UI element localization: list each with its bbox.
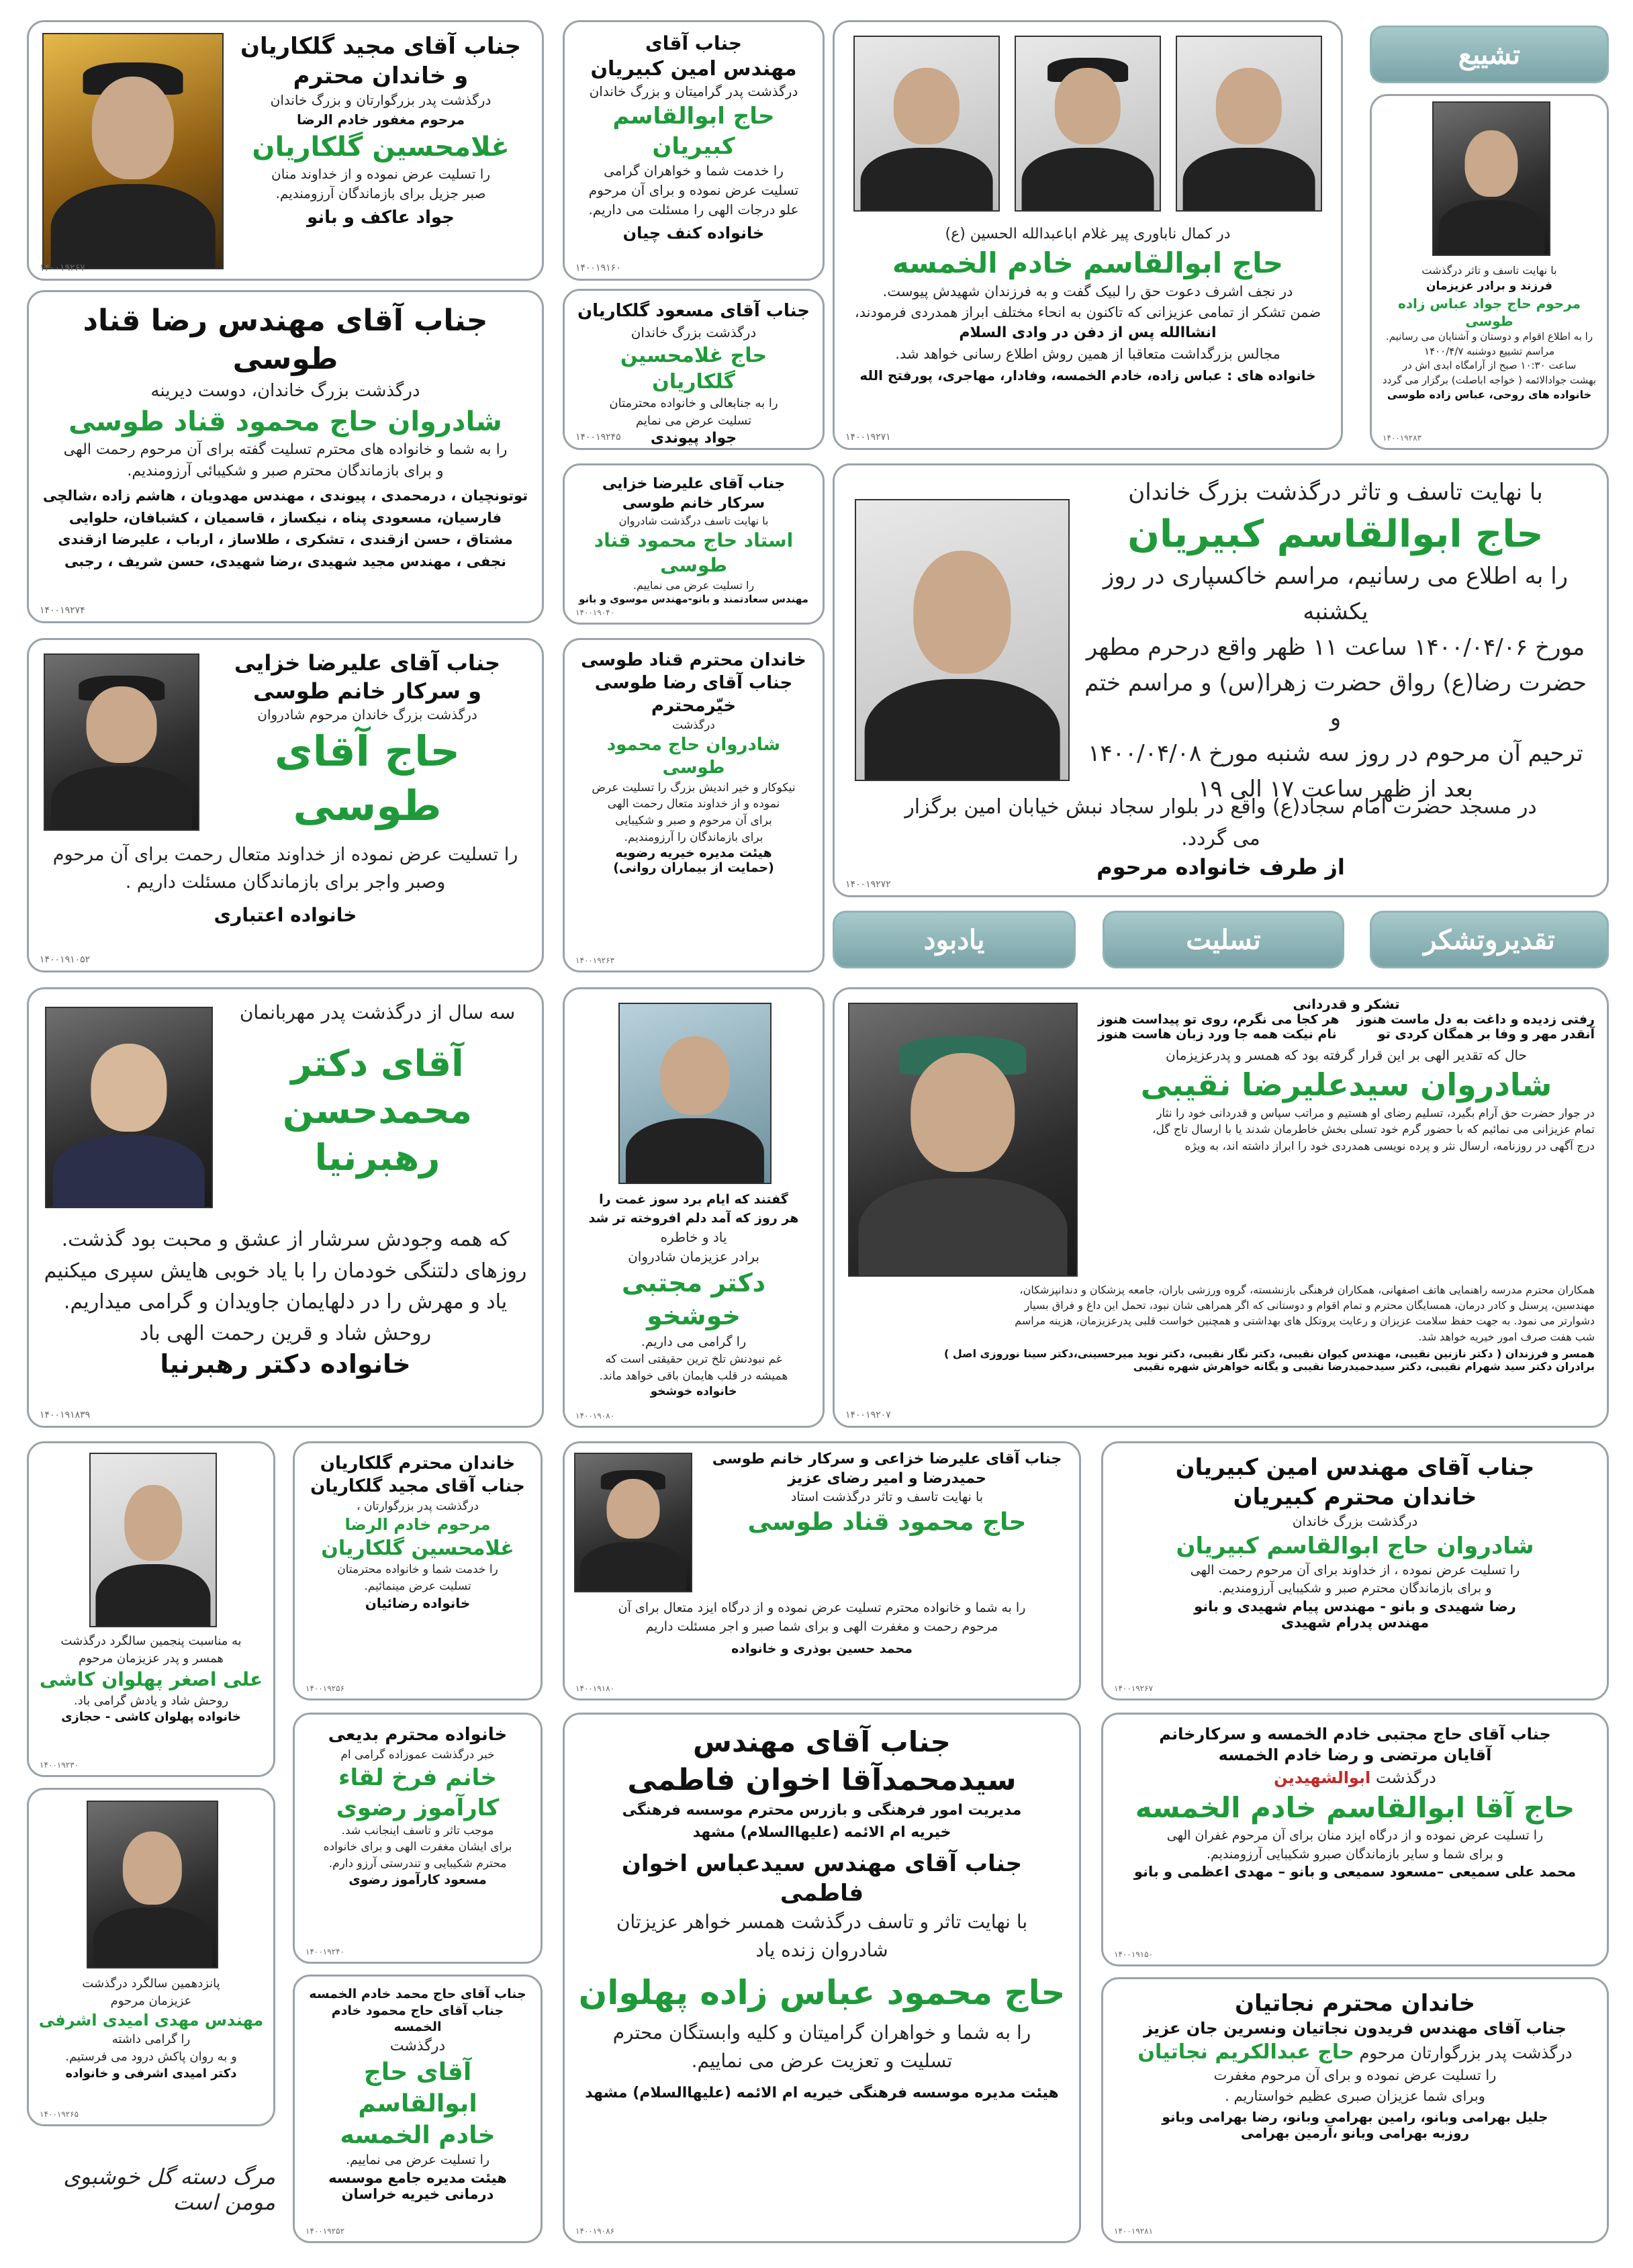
signatory-line: توتونچیان ، درمحمدی ، پیوندی ، مهندس مهدویان ، هاشم زاده ،شالچی	[42, 488, 528, 504]
poem	[1098, 1012, 1595, 1027]
addressee-line: جناب آقای علیرضا خزایی	[234, 650, 501, 676]
signature: جواد عاکف و بانو	[307, 208, 455, 228]
notice-code: ۱۴۰۰۱۹۱۵۰	[1114, 1950, 1154, 1959]
portrait-photo	[1432, 101, 1550, 256]
text-line: همیشه در قلب هایمان باقی خواهد ماند.	[599, 1369, 788, 1384]
addressee-line: جناب آقای مهندس امین کبیریان	[1175, 1454, 1535, 1481]
notice-code: ۱۴۰۰۱۹۲۰۷	[845, 1410, 891, 1420]
text-line: تسلیت عرض مینمائیم.	[364, 1580, 471, 1594]
text-line: را خدمت شما و خواهران گرامی	[604, 162, 784, 179]
notice-ghannad-razaviyeh	[563, 638, 825, 972]
footer-calligraphy	[27, 2142, 275, 2236]
text-line: درگذشت پدر بزرگوارتان و بزرگ خاندان	[270, 92, 492, 109]
text-line: فرزند و برادر عزیزمان	[1426, 279, 1552, 293]
signature: خانواده های : عباس زاده، خادم الخمسه، وفادار، مهاجری، پورفتح الله	[859, 367, 1316, 383]
text-line: غم نبودنش تلخ ترین حقیقتی است که	[605, 1353, 782, 1367]
heading: تشکر و قدردانی	[1293, 996, 1400, 1012]
addressee-line: خاندان محترم قناد طوسی	[581, 650, 806, 670]
portrait-photo	[855, 499, 1070, 781]
signature: همسر و فرزندان ( دکتر نازنین نقیبی، مهندس کیوان نقیبی، دکتر نگار نقیبی، دکتر نوید میرحسینی،دکتر سینا نوروزی اصل )	[944, 1347, 1595, 1360]
notice-code: ۱۴۰۰۱۹۲۶۷	[40, 263, 85, 273]
text-line: مهندسین، پرسنل و کادر درمان، همسایگان محترم و تمام اقوام و دوستانی که اگر همراهی شان نبود، تحمل این داغ و فراق بسیار	[1024, 1299, 1595, 1312]
addressee-line-2: جناب آقای رضا طوسی	[594, 672, 793, 693]
signature: هیئت مدیره خیریه رضویه	[615, 846, 772, 861]
text-line: شادروان زنده یاد	[755, 1939, 888, 1962]
signature: محمد حسین بوذری و خانواده	[731, 1641, 913, 1657]
signature: رضا شهیدی و بانو - مهندس پیام شهیدی و بانو	[1194, 1598, 1516, 1615]
addressee-line-2: سرکار خانم طوسی	[622, 494, 765, 512]
poem-line: هر کجا می نگرم، روی تو پیداست هنوز	[1098, 1012, 1340, 1027]
notice-code: ۱۴۰۰۱۹۲۷۲	[845, 879, 891, 890]
portrait-photo	[44, 653, 199, 831]
notice-khadem-alkhamse	[833, 20, 1343, 450]
notice-rahbarnia	[27, 987, 544, 1428]
deceased-name: مرحوم حاج جواد عباس زاده طوسی	[1397, 295, 1581, 329]
notice-golkarian-akef	[27, 20, 544, 281]
notice-code: ۱۴۰۰۱۹۱۸۰	[575, 1684, 615, 1693]
notice-code: ۱۴۰۰۱۹۲۷۴	[40, 605, 85, 616]
notice-code: ۱۴۰۰۱۹۲۶۳	[575, 956, 615, 965]
deceased-name: محمدحسن رهبرنیا	[282, 1089, 473, 1179]
signature: خانواده های روحی، عباس زاده طوسی	[1387, 388, 1592, 401]
text-line: در مسجد حضرت امام سجاد(ع) واقع در بلوار سجاد نبش خیابان امین برگزار	[904, 795, 1537, 819]
text-line: مدیریت امور فرهنگی و بازرس محترم موسسه فرهنگی	[622, 1801, 1022, 1819]
notice-golkarian-rezaeian	[293, 1441, 543, 1700]
signature: مهندس سعادتمند و بانو-مهندس موسوی و بانو	[579, 593, 808, 606]
addressee-line-2: جناب آقای مهندس فریدون نجاتیان ونسرین جان عزیز	[1144, 2019, 1567, 2038]
text-line: را تسلیت عرض نموده از خداوند متعال رحمت برای آن مرحوم	[52, 844, 518, 865]
text-line	[1115, 2039, 1595, 2065]
addressee-line-2: حمیدرضا و امیر رضای عزیز	[788, 1469, 986, 1487]
text-line: عزیزمان مرحوم	[110, 1994, 192, 2009]
text-line: حضرت رضا(ع) رواق حضرت زهرا(س) و مراسم ختم و	[1084, 669, 1587, 732]
poem-line: رفتی زدیده و داغت به دل ماست هنوز	[1356, 1012, 1595, 1027]
portrait-photo	[87, 1801, 218, 1968]
addressee-line: جناب آقای حاج مجتبی خادم الخمسه و سرکارخانم	[1159, 1725, 1551, 1743]
addressee-line: جناب آقای علیرضا خزاعی و سرکار خانم طوسی	[712, 1451, 1062, 1467]
text-line: روحش شاد و قرین رحمت الهی باد	[139, 1321, 432, 1345]
deceased-name: حاج ابوالقاسم خادم الخمسه	[892, 246, 1284, 279]
text-line: با نهایت تاثر و تاسف درگذشت همسر خواهر عزیزتان	[616, 1911, 1028, 1934]
notice-kabirian-konafchian	[563, 20, 825, 281]
notice-khadem-samiei	[1101, 1713, 1609, 1966]
portrait-photo	[618, 1003, 772, 1184]
deceased-name: غلامحسین گلکاریان	[321, 1537, 514, 1561]
notice-code: ۱۴۰۰۱۹۱۰۵۲	[40, 954, 91, 965]
signature: هیئت مدیره جامع موسسه	[328, 2169, 507, 2186]
notice-khazaei-saadatmand	[563, 463, 825, 625]
deceased-name: حاج محمود عباس زاده پهلوان	[578, 1973, 1066, 2013]
addressee-line-2: و خاندان محترم	[293, 62, 469, 90]
addressee-line: جناب آقای	[645, 32, 743, 54]
text-line: مرحوم رحمت و مغفرت الهی و برای شما صبر و اجر مسئلت داریم	[645, 1619, 998, 1634]
portrait-photo	[1015, 36, 1161, 212]
text-line: را تسلیت عرض نموده و از درگاه ایزد منان برای آن مرحوم غفران الهی	[1166, 1827, 1544, 1843]
deceased-name: حاج محمود قناد طوسی	[747, 1508, 1027, 1536]
deceased-name: مهندس مهدی امیدی اشرفی	[38, 2011, 264, 2030]
text-line: برای بازماندگان را آرزومندیم.	[624, 830, 763, 844]
text-line: را به شما و خانواده محترم تسلیت عرض نموده و از درگاه ایزد متعال برای آن	[618, 1600, 1026, 1615]
text-line: را تسلیت عرض می نماییم.	[345, 2152, 490, 2168]
text-line: وصبر واجر برای بازماندگان مسئلت داریم .	[125, 871, 446, 893]
text-line: ترحیم آن مرحوم در روز سه شنبه مورخ ۱۴۰۰/۰۴/۰۸	[1088, 739, 1583, 767]
notice-code: ۱۴۰۰۱۹۰۸۶	[575, 2226, 615, 2236]
poem-line: آنقدر مهر و وفا بر همگان کردی تو	[1377, 1027, 1595, 1042]
notice-code: ۱۴۰۰۱۹۲۵۲	[306, 2226, 345, 2236]
text-part: درگذشت	[1375, 1768, 1436, 1788]
text-line: تمام عزیزانی می نمائیم که با حضور گرم خود تسلی بخش خاطرمان شدند یا با ارسال تاج گل،	[1152, 1123, 1595, 1137]
deceased-name: حاج آقا ابوالقاسم خادم الخمسه	[1135, 1791, 1575, 1825]
deceased-name: علی اصغر پهلوان کاشی	[39, 1668, 263, 1691]
text-line: درگذشت بزرگ خاندان	[631, 324, 757, 341]
deceased-name: حاج ابوالقاسم کبیریان	[1127, 512, 1544, 556]
text-line: با نهایت تاسف و تاثر درگذشت بزرگ خاندان	[1128, 479, 1543, 506]
text-line: تسلیت عرض می نمایم	[635, 413, 752, 428]
notice-omidi-ashrafi	[27, 1788, 275, 2126]
deceased-name-2: خادم الخمسه	[340, 2121, 496, 2149]
text-line: نموده و از خداوند متعال رحمت الهی	[607, 797, 780, 811]
deceased-name: غلامحسین گلکاریان	[252, 132, 510, 163]
text-line: را به اطلاع اقوام و دوستان و آشنایان می رسانیم.	[1385, 330, 1593, 343]
notice-golkarian-peyvandi	[563, 289, 825, 450]
text-line: صبر جزیل برای بازماندگان آرزومندیم.	[275, 185, 486, 202]
deceased-name: خانم فرخ لقاء	[338, 1764, 497, 1792]
poem-line: هر روز که آمد دلم افروخته تر شد	[588, 1210, 799, 1226]
notice-kabirian-shahidi	[1101, 1441, 1609, 1700]
footer-text: مرگ دسته گل خوشبوی مومن است	[63, 2164, 275, 2215]
text-line: خیریه ام الائمه (علیهاالسلام) مشهد	[692, 1823, 951, 1841]
text-line: را گرامی می داریم.	[641, 1334, 747, 1349]
notice-code: ۱۴۰۰۱۹۲۶۵	[40, 2110, 79, 2119]
signature: خانواده کنف چیان	[622, 223, 765, 242]
text-line: یاد و خاطره	[660, 1229, 727, 1246]
notice-code: ۱۴۰۰۱۹۱۶۰	[575, 263, 621, 273]
text-line: را تسلیت عرض نموده و از خداوند منان	[271, 166, 490, 183]
notice-naghibi-thanks	[833, 987, 1609, 1428]
signature-2: مهندس پدرام شهیدی	[1280, 1614, 1430, 1631]
portrait-photo	[45, 1007, 213, 1208]
addressee-line: جناب آقای حاج محمد خادم الخمسه	[309, 1987, 526, 2001]
addressee-line-2: جناب آقای مجید گلکاریان	[310, 1476, 525, 1496]
text-line: را به شما و خانواده های محترم تسلیت گفته برای آن مرحوم رحمت الهی	[63, 441, 508, 459]
signatory-line: نجفی ، مهندس مجید شهیدی ،رضا شهیدی، حسن شریف ، رجبی	[64, 553, 507, 570]
text-line: بعد از ظهر ساعت ۱۷ الی ۱۹	[1198, 775, 1473, 803]
text-line: در کمال ناباوری پیر غلام اباعبدالله الحسین (ع)	[945, 226, 1231, 242]
addressee-line-2: مهندس امین کبیریان	[590, 57, 797, 81]
signatories	[41, 485, 530, 572]
text-line: روحش شاد و یادش گرامی باد.	[73, 1693, 229, 1708]
text-line: محترم شکیبایی و تندرستی آرزو دارم.	[328, 1857, 507, 1871]
notice-kabirian-funeral	[833, 463, 1609, 897]
text-line: برای ایشان مغفرت الهی و برای خانواده	[323, 1840, 512, 1854]
signature-2: درمانی خیریه خراسان	[341, 2185, 494, 2202]
signature: خانواده پهلوان کاشی - حجازی	[61, 1709, 241, 1724]
signature: خانواده خوشخو	[650, 1384, 737, 1398]
tag-tashyi: تشییع	[1370, 26, 1609, 83]
addressee-line: جناب آقای مسعود گلکاریان	[577, 301, 810, 321]
text-line: یاد و مهرش را در دلهایمان جاویدان و گرامی میداریم.	[63, 1290, 508, 1314]
text-line: و برای شما و سایر بازماندگان صبرو شکیبایی آرزومندیم.	[1206, 1846, 1503, 1862]
addressee-line: جناب آقای علیرضا خزایی	[602, 475, 786, 492]
notice-code: ۱۴۰۰۱۹۲۴۰	[306, 1947, 345, 1956]
portrait-photo	[89, 1453, 217, 1627]
signature: جلیل بهرامی وبانو، رامین بهرامی وبانو، رضا بهرامی وبانو	[1162, 2109, 1548, 2126]
tag-yadbood: یادبود	[833, 911, 1076, 968]
signature-2: برادران دکتر سید شهرام نقیبی، دکتر سیدحمیدرضا نقیبی و یگانه خواهرش شهره نقیبی	[1133, 1359, 1595, 1373]
text-line: بهشت جوادالائمه ( خواجه اباصلت) برگزار می گردد	[1382, 374, 1597, 387]
text-line: حال که تقدیر الهی بر این قرار گرفته بود که همسر و پدرعزیزمان	[1166, 1047, 1527, 1063]
poem-line: نام نیکت همه جا ورد زبان هاست هنوز	[1098, 1027, 1337, 1042]
notice-pahlavan-kashi	[27, 1441, 275, 1777]
signature: خانواده رضائیان	[365, 1594, 471, 1611]
deceased-name: شادروان سیدعلیرضا نقیبی	[1140, 1067, 1552, 1103]
text-line: را به شما و خواهران گرامیتان و کلیه وابستگان محترم	[612, 2022, 1031, 2044]
notice-nejatian	[1101, 1977, 1609, 2243]
notice-code: ۱۴۰۰۱۹۲۶۷	[1114, 1684, 1154, 1693]
text-line: و برای بازماندگان محترم صبر و شکیبایی آرزومندیم.	[1218, 1581, 1492, 1596]
text-line: نیکوکار و خیر اندیش بزرگ را تسلیت عرض	[592, 780, 796, 795]
text-line: علو درجات الهی را مسئلت می داریم.	[588, 201, 799, 218]
signature: مسعود کارآموز رضوی	[348, 1872, 487, 1887]
portrait-photo	[848, 1003, 1078, 1277]
notice-code: ۱۴۰۰۱۹۲۸۳	[1383, 433, 1422, 443]
deceased-name: استاد حاج محمود قناد طوسی	[594, 529, 794, 576]
text-line: درگذشت پدر گرامیتان و بزرگ خاندان	[589, 83, 798, 100]
text-line: دشوارتر می نمود. به جهت حفظ سلامت عزیزان و رعایت پروتکل های بهداشتی و همچنین خواست قلبی پدرعزیزمان، هزینه مراسم	[1015, 1314, 1595, 1328]
notice-akhavan-fatemi	[563, 1713, 1081, 2243]
title-line: مرحوم خادم الرضا	[344, 1515, 491, 1535]
text-line: می گردد.	[1181, 826, 1260, 850]
text-line: درگذشت	[672, 719, 715, 733]
text-line: درگذشت پدر بزرگوارتان ،	[357, 1499, 479, 1513]
poem	[1098, 1027, 1595, 1042]
addressee-line-2: آقایان مرتضی و رضا خادم الخمسه	[1218, 1745, 1492, 1765]
portrait-photo	[853, 36, 1000, 212]
notice-code: ۱۴۰۰۱۹۲۷۱	[845, 432, 891, 443]
text-part: درگذشت پدر بزرگوارتان مرحوم	[1359, 2044, 1573, 2063]
text-line: تسلیت عرض نموده و برای آن مرحوم	[588, 181, 799, 198]
signature: دکتر امیدی اشرفی و خانواده	[65, 2066, 237, 2081]
text-line: و به روان پاکش درود می فرستیم.	[65, 2050, 237, 2065]
notice-code: ۱۴۰۰۱۹۰۴۰	[575, 608, 615, 617]
tag-taghdir: تقدیروتشکر	[1370, 911, 1609, 968]
addressee-line-2: جناب آقای مهندس سیدعباس اخوان فاطمی	[621, 1850, 1023, 1907]
text-line: مجالس بزرگداشت متعاقبا از همین روش اطلاع رسانی خواهد شد.	[895, 346, 1280, 363]
deceased-name: شادروان حاج ابوالقاسم کبیریان	[1176, 1533, 1534, 1560]
text-line: مرحوم مغفور خادم الرضا	[297, 111, 465, 128]
signature: از طرف خانواده مرحوم	[1097, 854, 1345, 880]
notice-khadem-khorasan	[293, 1975, 543, 2243]
addressee-line: جناب آقای مهندس	[693, 1725, 951, 1758]
notice-code: ۱۴۰۰۱۹۰۸۰	[575, 1411, 615, 1420]
addressee-line: خاندان محترم نجاتیان	[1235, 1990, 1475, 2017]
text-line: را به اطلاع می رسانیم، مراسم خاکسپاری در روز یکشنبه	[1103, 563, 1569, 626]
portrait-photo	[574, 1453, 692, 1592]
notice-code: ۱۴۰۰۱۹۱۸۳۹	[40, 1410, 91, 1420]
text-line: درگذشت بزرگ خاندان	[1292, 1513, 1418, 1530]
text-line: تسلیت و تعزیت عرض می نماییم.	[691, 2050, 953, 2073]
addressee-line: جناب آقای مهندس رضا قناد طوسی	[83, 304, 488, 377]
addressee-line: خانواده محترم بدیعی	[328, 1725, 508, 1745]
signature: هیئت مدیره موسسه فرهنگی خیریه ام الائمه (علیهاالسلام) مشهد	[585, 2085, 1059, 2102]
poem-line: گفتند که ایام برد سوز غمت را	[599, 1192, 788, 1207]
highlight-word: ابوالشهیدین	[1274, 1768, 1371, 1788]
signature: خانواده دکتر رهبرنیا	[160, 1349, 411, 1379]
notice-code: ۱۴۰۰۱۹۲۵۶	[306, 1684, 345, 1693]
text-line: همسر و پدر عزیزمان مرحوم	[79, 1651, 224, 1666]
text-line: خبر درگذشت عموزاده گرامی ام	[340, 1748, 495, 1762]
portrait-photo	[1176, 36, 1322, 212]
notice-abbaszadeh-tashyi	[1370, 94, 1609, 450]
text-line: درگذشت بزرگ خاندان، دوست دیرینه	[150, 381, 420, 402]
text-line: ساعت ۱۰:۳۰ صبح از آرامگاه ابدی اش در	[1402, 359, 1577, 372]
notice-khoshkhoo	[563, 987, 825, 1428]
notice-code: ۱۴۰۰۱۹۲۴۵	[575, 432, 621, 443]
text-line: را به جنابعالی و خانواده محترمتان	[609, 396, 778, 410]
text-line: مراسم تشییع دوشنبه ۱۴۰۰/۴/۷	[1424, 345, 1554, 357]
deceased-name: حاج غلامحسین گلکاریان	[620, 343, 767, 394]
text-line: را خدمت شما و خانواده محترمتان	[337, 1563, 498, 1577]
text-line: وبرای شما عزیزان صبری عظیم خواستاریم .	[1225, 2087, 1485, 2104]
notice-toosi-etebari	[27, 638, 544, 972]
addressee-name: سیدمحمدآقا اخوان فاطمی	[627, 1762, 1017, 1797]
deceased-name: حاج ابوالقاسم کبیریان	[612, 103, 775, 160]
deceased-name: آقای حاج ابوالقاسم	[358, 2058, 477, 2118]
text-line: برای آن مرحوم و صبر و شکیبایی	[615, 813, 772, 827]
addressee-line-2: جناب آقای حاج محمود خادم الخمسه	[331, 2003, 504, 2035]
text-line	[1115, 1766, 1595, 1790]
text-line: و برای بازماندگان محترم صبر و شکیبائی آرزومندیم.	[127, 463, 444, 480]
addressee-line-3: خیّرمحترم	[651, 695, 737, 716]
addressee-line-2: خاندان محترم کبیریان	[1233, 1484, 1477, 1511]
signatory-line: فارسیان، مسعودی پناه ، نیکساز ، قاسمیان ، کشبافان، حلوایی	[68, 509, 502, 526]
text-line: مورخ ۱۴۰۰/۰۴/۰۶ ساعت ۱۱ ظهر واقع درحرم مطهر	[1086, 633, 1585, 661]
tag-tasliyat: تسلیت	[1103, 911, 1344, 968]
text-line: انشاالله پس از دفن در وادی السلام	[959, 324, 1217, 342]
notice-badiei	[293, 1713, 543, 1964]
text-line: روزهای دلتنگی خودمان را با یاد خوبی هایش سپری میکنیم	[44, 1259, 527, 1283]
deceased-name-2: کارآموز رضوی	[336, 1794, 500, 1821]
deceased-name: حاج آقای طوسی	[274, 727, 461, 830]
title-line: آقای دکتر	[291, 1042, 464, 1085]
text-line: با نهایت تاسف و تاثر درگذشت استاد	[790, 1490, 984, 1505]
portrait-photo	[42, 33, 224, 269]
text-line: را تسلیت عرض نموده ، از خداوند برای آن مرحوم رحمت الهی	[1190, 1562, 1520, 1578]
addressee-line: جناب آقای مجید گلکاریان	[240, 33, 522, 60]
notice-khazaei-boozari	[563, 1441, 1081, 1700]
deceased-name: حاج عبدالکریم نجاتیان	[1137, 2040, 1354, 2065]
signature-2: روزبه بهرامی وبانو ،آرمین بهرامی	[1240, 2125, 1470, 2142]
text-line: در جوار حضرت حق آرام بگیرد، تسلیم رضای او هستیم و مراتب سپاس و قدردانی خود را نثار	[1156, 1106, 1595, 1120]
text-line: همکاران محترم مدرسه راهنمایی هاتف اصفهانی، همکاران فرهنگی بازنشسته، گروه ورزشی باران، جامعه پزشکان و دندانپزشکان،	[1019, 1283, 1595, 1296]
deceased-name: دکتر مجتبی خوشخو	[621, 1268, 766, 1331]
text-line: با نهایت تاسف و تاثر درگذشت	[1421, 264, 1557, 277]
text-line: سه سال از درگذشت پدر مهربانمان	[239, 1001, 516, 1024]
text-line: را گرامی داشته	[111, 2032, 191, 2047]
text-line: موجب تاثر و تاسف اینجانب شد.	[341, 1823, 494, 1838]
signatory-line: مشتاق ، حسن ازقندی ، تشکری ، طلاساز ، ارباب ، علیرضا ازقندی	[58, 531, 513, 548]
signature: خانواده اعتباری	[214, 904, 357, 926]
signature-2: (حمایت از بیماران روانی)	[613, 860, 774, 876]
text-line: برادر عزیزمان شادروان	[628, 1249, 759, 1265]
signature: جواد پیوندی	[650, 429, 737, 447]
deceased-name: شادروان حاج محمود قناد طوسی	[68, 406, 502, 438]
notice-ghannad-friends	[27, 290, 544, 623]
text-line: در نجف اشرف دعوت حق را لبیک گفت و به فرزندان شهیدش پیوست.	[882, 283, 1293, 300]
text-line: که همه وجودش سرشار از عشق و محبت بود گذشت.	[61, 1228, 510, 1251]
addressee-line-2: و سرکار خانم طوسی	[253, 678, 481, 704]
text-line: با نهایت تاسف درگذشت شادروان	[618, 514, 769, 528]
text-line: را تسلیت عرض نموده و برای آن مرحوم مغفرت	[1213, 2067, 1497, 2084]
notice-code: ۱۴۰۰۱۹۲۳۰	[40, 1760, 79, 1770]
text-line: را تسلیت عرض می نماییم.	[633, 579, 755, 592]
signature: محمد علی سمیعی –مسعود سمیعی و بانو – مهدی اعظمی و بانو	[1133, 1864, 1577, 1880]
deceased-name: شادروان حاج محمود طوسی	[606, 735, 781, 778]
text-line: درج آگهی در روزنامه، ارسال نثر و پرده نویسی همدردی خود را ابراز داشته اند، به ویژه	[1184, 1140, 1595, 1154]
text-line: ضمن تشکر از تمامی عزیزانی که تاکنون به انحاء مختلف ابراز همدردی فرمودند،	[854, 304, 1321, 320]
addressee-line: خاندان محترم گلکاریان	[320, 1453, 516, 1473]
text-line: به مناسبت پنجمین سالگرد درگذشت	[60, 1634, 242, 1648]
notice-code: ۱۴۰۰۱۹۲۸۱	[1114, 2226, 1154, 2236]
text-line: درگذشت	[389, 2038, 446, 2055]
text-line: شب هفت صرف امور خیریه خواهد شد.	[1418, 1330, 1595, 1343]
text-line: پانزدهمین سالگرد درگذشت	[82, 1977, 220, 1991]
text-line: درگذشت بزرگ خاندان مرحوم شادروان	[257, 707, 477, 723]
